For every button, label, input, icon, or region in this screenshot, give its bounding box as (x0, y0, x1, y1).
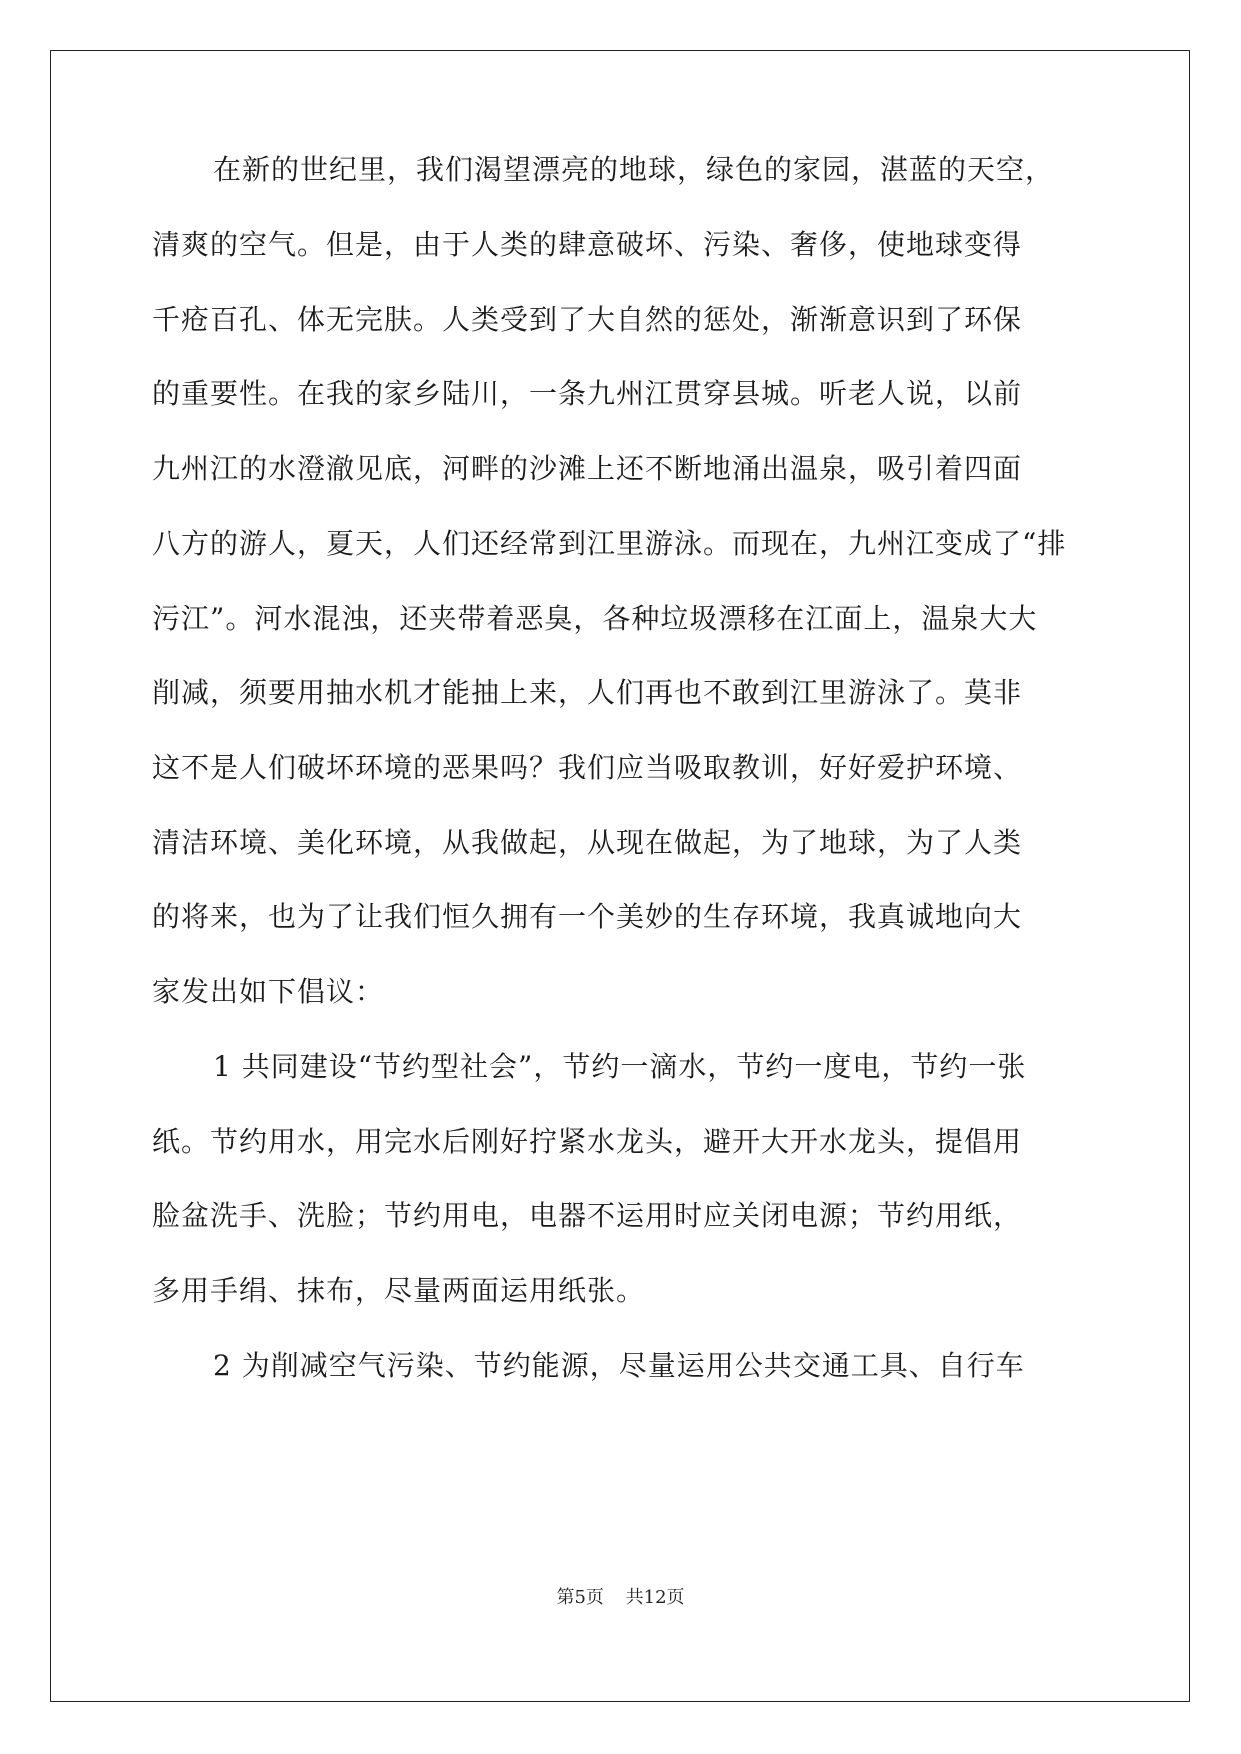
paragraph-line: 1 共同建设“节约型社会”，节约一滴水，节约一度电，节约一张 (213, 1050, 1027, 1083)
paragraph-line: 的将来，也为了让我们恒久拥有一个美妙的生存环境，我真诚地向大 (152, 900, 1023, 933)
paragraph-line: 家发出如下倡议： (152, 975, 385, 1008)
paragraph-line: 这不是人们破坏环境的恶果吗？我们应当吸取教训，好好爱护环境、 (152, 751, 1023, 784)
paragraph-line: 脸盆洗手、洗脸；节约用电，电器不运用时应关闭电源；节约用纸， (152, 1199, 1023, 1232)
paragraph-line: 清爽的空气。但是，由于人类的肆意破坏、污染、奢侈，使地球变得 (152, 228, 1023, 261)
paragraph-line: 千疮百孔、体无完肤。人类受到了大自然的惩处，渐渐意识到了环保 (152, 303, 1023, 336)
paragraph-line: 污江”。河水混浊，还夹带着恶臭，各种垃圾漂移在江面上，温泉大大 (152, 602, 1038, 635)
paragraph-line: 削减，须要用抽水机才能抽上来，人们再也不敢到江里游泳了。莫非 (152, 676, 1023, 709)
paragraph-line: 清洁环境、美化环境，从我做起，从现在做起，为了地球，为了人类 (152, 826, 1023, 859)
page-number: 第5页 (556, 1587, 604, 1608)
page-frame (50, 50, 1190, 1702)
total-pages: 共12页 (625, 1587, 685, 1608)
paragraph-line: 在新的世纪里，我们渴望漂亮的地球，绿色的家园，湛蓝的天空， (213, 153, 1055, 186)
paragraph-line: 纸。节约用水，用完水后刚好拧紧水龙头，避开大开水龙头，提倡用 (152, 1125, 1023, 1158)
paragraph-line: 的重要性。在我的家乡陆川，一条九州江贯穿县城。听老人说，以前 (152, 377, 1023, 410)
paragraph-line: 多用手绢、抹布，尽量两面运用纸张。 (152, 1274, 646, 1307)
paragraph-line: 八方的游人，夏天，人们还经常到江里游泳。而现在，九州江变成了“排 (152, 527, 1067, 560)
paragraph-line: 九州江的水澄澈见底，河畔的沙滩上还不断地涌出温泉，吸引着四面 (152, 452, 1023, 485)
page-footer (0, 1586, 1241, 1610)
paragraph-line: 2 为削减空气污染、节约能源，尽量运用公共交通工具、自行车 (213, 1349, 1025, 1382)
